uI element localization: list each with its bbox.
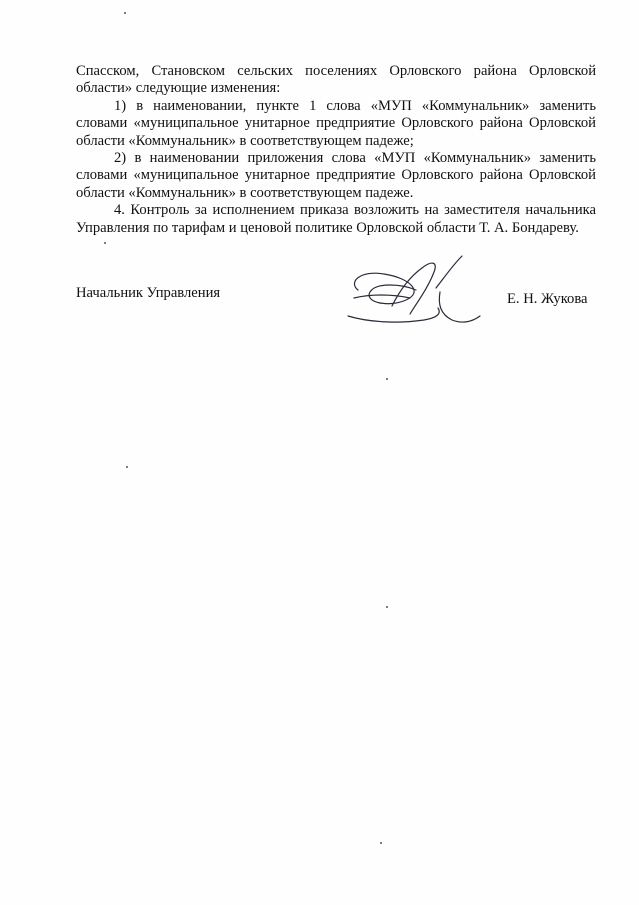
paragraph-item-2: 2) в наименовании приложения слова «МУП «Коммунальник» заменить словами «муниципальное унитарное предприятие Орловского района Орловской области «Коммунальник» в соответствующем падеже.	[76, 150, 596, 201]
paragraph-item-1: 1) в наименовании, пункте 1 слова «МУП «Коммунальник» заменить словами «муниципальное унитарное предприятие Орловского района Орловской области «Коммунальник» в соответствующем падеже;	[76, 97, 596, 149]
scan-speck	[380, 842, 382, 844]
paragraph-item-4: 4. Контроль за исполнением приказа возложить на заместителя начальника Управления по тарифам и ценовой политике Орловской области Т. А. Бондареву.	[76, 202, 596, 236]
scan-speck	[386, 378, 388, 380]
scan-speck	[104, 242, 106, 244]
scan-speck	[126, 466, 128, 468]
scan-speck	[124, 12, 126, 14]
paragraph-intro: Спасском, Становском сельских поселениях Орловского района Орловской области» следующие изменения:	[76, 63, 596, 97]
signatory-title: Начальник Управления	[76, 285, 221, 301]
signatory-name: Е. Н. Жукова	[507, 291, 588, 307]
handwritten-signature	[340, 248, 490, 328]
scan-speck	[386, 606, 388, 608]
document-body	[76, 63, 596, 237]
